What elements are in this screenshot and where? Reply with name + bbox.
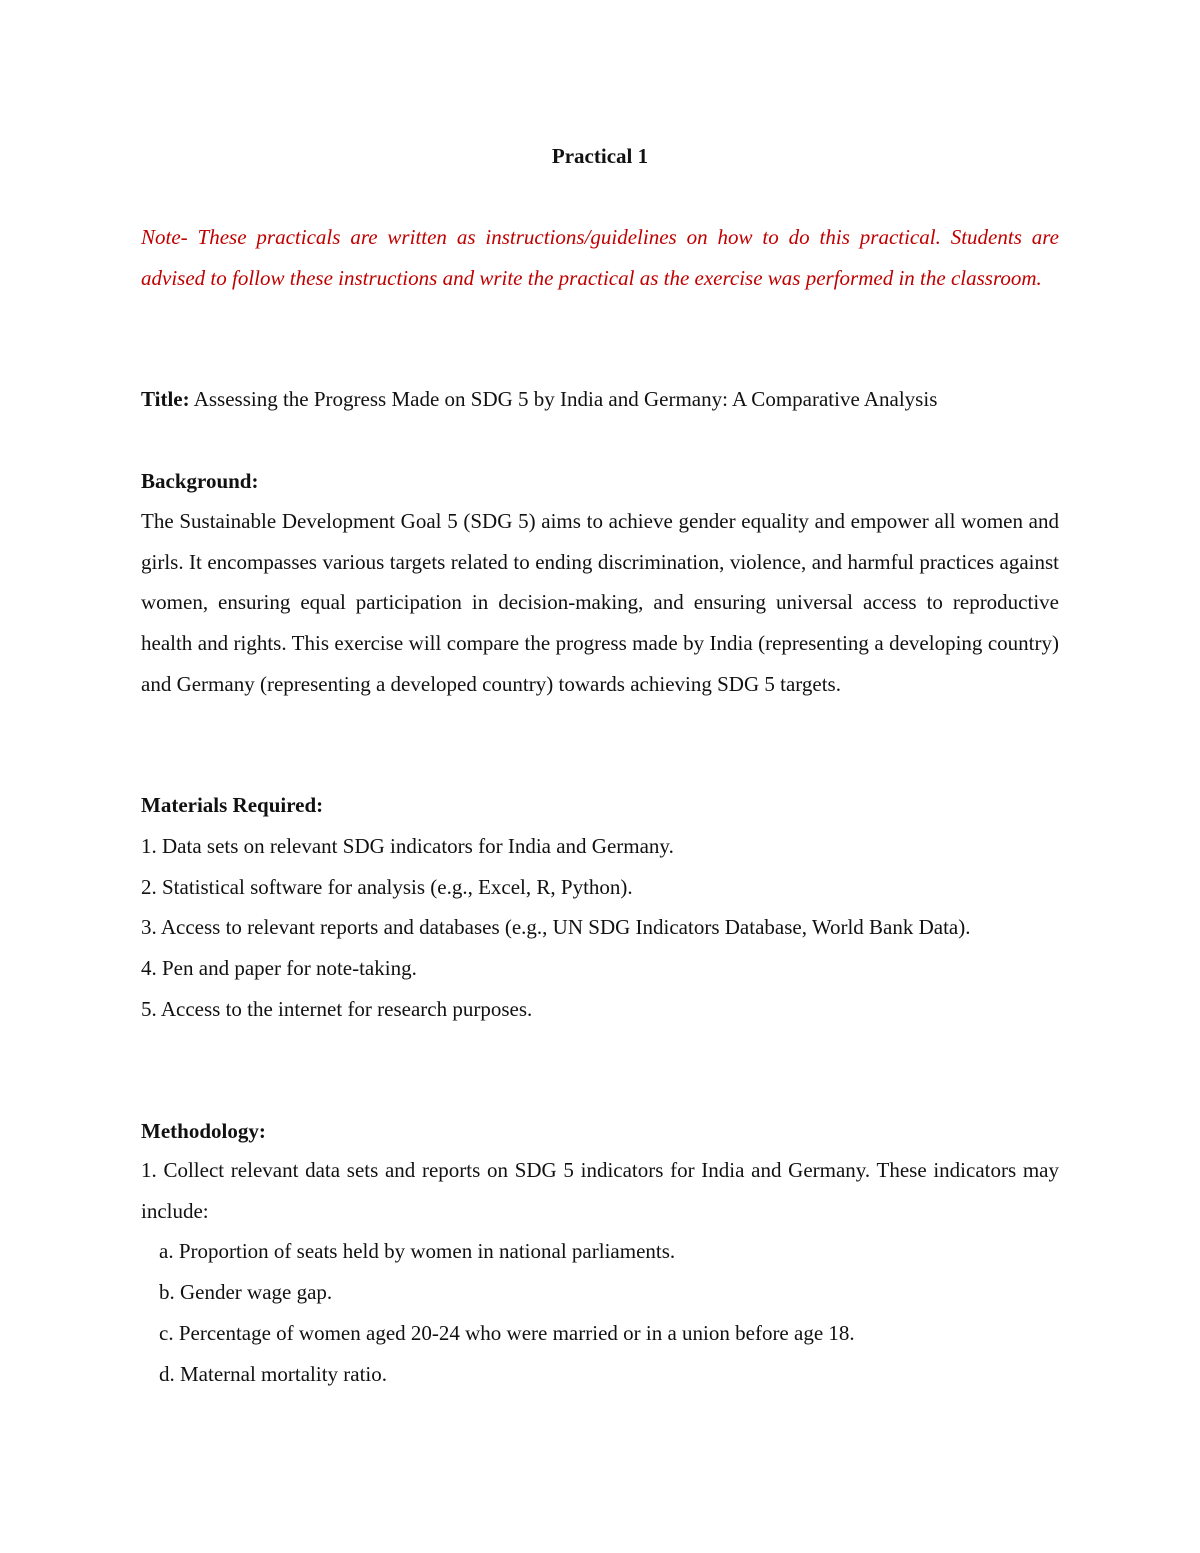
background-heading bbox=[141, 461, 1059, 502]
materials-heading bbox=[141, 785, 1059, 826]
title-line bbox=[141, 379, 1059, 420]
document-title: Practical 1 bbox=[551, 144, 649, 168]
materials-list bbox=[141, 826, 1059, 1030]
list-item: b. Gender wage gap. bbox=[159, 1280, 333, 1305]
list-item: 1. Data sets on relevant SDG indicators for India and Germany. bbox=[141, 834, 674, 858]
background-paragraph: The Sustainable Development Goal 5 (SDG 5) aims to achieve gender equality and empower all women and girls. It encompasses various targets related to ending discrimination, violence, and harmful practices against women, ensuring equal participation in decision-making, and ensuring universal access to reproductive health and rights. This exercise will compare the progress made by India (representing a developing country) and Germany (representing a developed country) towards achieving SDG 5 targets. bbox=[141, 509, 1059, 696]
methodology-heading-text: Methodology: bbox=[141, 1119, 266, 1143]
list-item: 2. Statistical software for analysis (e.g., Excel, R, Python). bbox=[141, 874, 633, 899]
methodology-step: 1. Collect relevant data sets and reports on SDG 5 indicators for India and Germany. These indicators may include: bbox=[141, 1158, 1059, 1223]
list-item: 5. Access to the internet for research purposes. bbox=[141, 996, 533, 1021]
instruction-note: Note- These practicals are written as instructions/guidelines on how to do this practical. Students are advised to follow these instructions and write the practical as the exercise was performed in the classroom. bbox=[141, 225, 1059, 290]
list-item: a. Proportion of seats held by women in national parliaments. bbox=[159, 1239, 676, 1264]
title-text: Assessing the Progress Made on SDG 5 by India and Germany: A Comparative Analysis bbox=[189, 387, 938, 411]
background-heading-text: Background: bbox=[141, 469, 259, 493]
list-item: 3. Access to relevant reports and databases (e.g., UN SDG Indicators Database, World Bank Data). bbox=[141, 915, 971, 940]
list-item: d. Maternal mortality ratio. bbox=[159, 1361, 388, 1386]
materials-heading-text: Materials Required: bbox=[141, 793, 324, 817]
list-item: c. Percentage of women aged 20-24 who were married or in a union before age 18. bbox=[159, 1320, 855, 1345]
list-item: 4. Pen and paper for note-taking. bbox=[141, 956, 417, 981]
methodology-list bbox=[141, 1150, 1059, 1394]
methodology-heading bbox=[141, 1111, 1059, 1152]
title-label: Title: bbox=[141, 387, 190, 411]
